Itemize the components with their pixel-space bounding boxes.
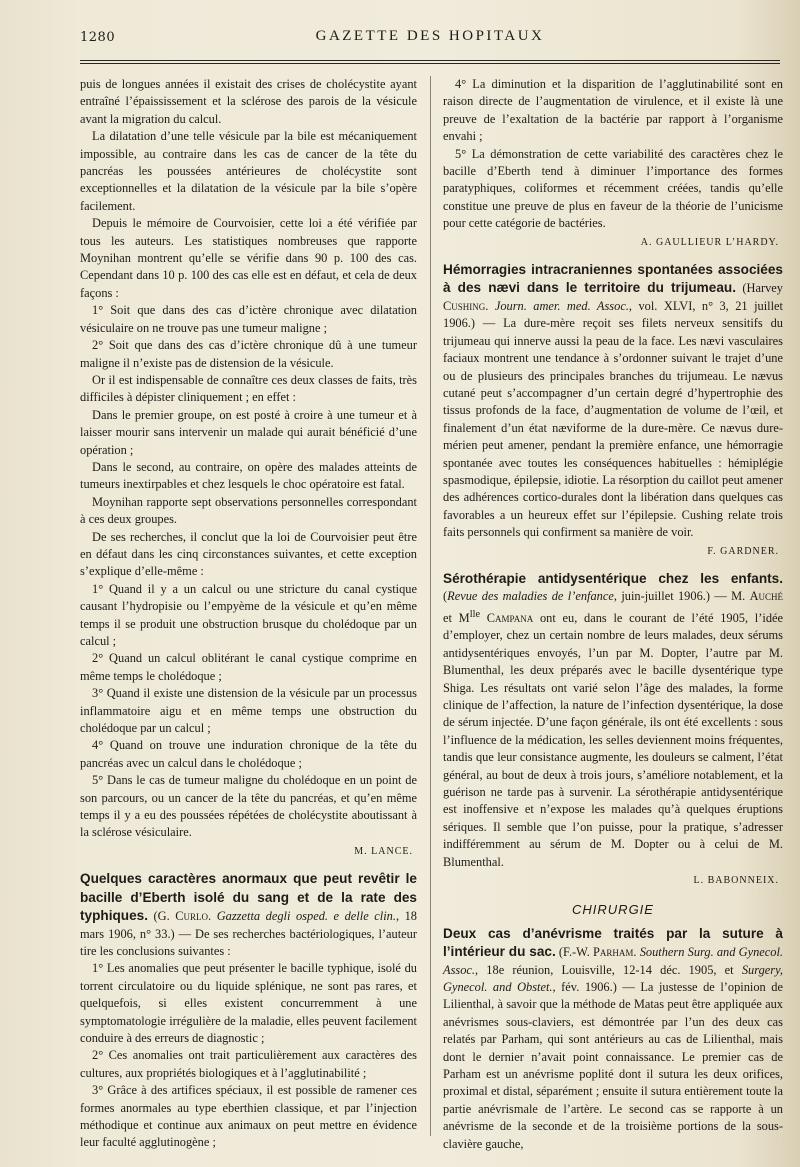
journal-title: GAZETTE DES HOPITAUX	[315, 28, 545, 44]
author-signature: A. GAULLIEUR L’HARDY.	[640, 236, 779, 248]
page-header	[80, 26, 780, 56]
list-item: 4° Quand on trouve une induration chronique de la tête du pancréas avec un calcul dans le cholédoque ;	[80, 738, 417, 770]
article-ref: .	[208, 909, 217, 924]
list-item: 5° La démonstration de cette variabilité des caractères chez le bacille d’Eberth tend à diminuer l’importance des formes paratyphiques, coliformes et récemment créées, tandis qu’elle constitue une preuve de plus en faveur de la théorie de l’unicisme pour cette catégorie de bactéries.	[443, 146, 783, 231]
article-header	[443, 925, 783, 1153]
header-rule	[80, 60, 780, 64]
mlle-superscript: lle	[469, 608, 481, 620]
paragraph: Moynihan rapporte sept observations personnelles correspondant à ces deux groupes.	[80, 494, 417, 527]
article-ref: (G.	[147, 909, 176, 924]
author-signature: F. GARDNER.	[707, 545, 779, 557]
article-header	[443, 261, 783, 542]
paragraph: Dans le second, au contraire, on opère des malades atteints de tumeurs inextirpables et chez lesquels le choc opératoire est fatal.	[80, 459, 417, 492]
article-title: Deux cas d’anévrisme traités par la suture à l’intérieur du sac.	[443, 925, 783, 960]
article-author: Auché	[749, 589, 784, 604]
article-title: Quelques caractères anormaux que peut revêtir le bacille d’Eberth isolé du sang et de la rate des typhiques.	[80, 871, 417, 924]
list-item: 3° Grâce à des artifices spéciaux, il est possible de ramener ces formes anormales au type eberthien classique, et par l’injection méthodique et continue aux animaux on peut mettre en évidence leur faculté agglutinogène ;	[80, 1083, 417, 1150]
paragraph: puis de longues années il existait des crises de cholécystite ayant entraîné l’épaississement et la sclérose des parois de la vésicule avant la migration du calcul.	[80, 77, 417, 126]
article-author: Curlo	[175, 909, 209, 924]
article-author: Campana	[480, 610, 534, 625]
article-body: , fév. 1906.) — La justesse de l’opinion de Lilienthal, à savoir que la méthode de Matas peut être appliquée aux anévrismes sous-claviers, est démontrée par l’un des deux cas relatés par Parham, qui sont antérieurs au cas de Lilienthal, mais dont le dernier n’avait point connaissance. Le premier cas de Parham est un anévrisme poplité dont il sutura les deux orifices, proximal et distal, séparément ; ensuite il sutura entièrement toute la partie anévrismale de l’artère. Le second cas se rapporte à un anévrisme de la seconde et de la troisième portions de la sous-clavière gauche,	[443, 980, 784, 1151]
article-ref: .	[633, 945, 640, 960]
paragraph: Dans le premier groupe, on est posté à croire à une tumeur et à laisser mourir sans intervenir un malade qui aurait bénéficié d’une opération ;	[80, 407, 417, 457]
article-title: Sérothérapie antidysentérique chez les enfants.	[443, 570, 783, 586]
article-ref: , 18e réunion, Louisville, 12-14 déc. 1905, et	[475, 962, 742, 977]
article-ref: , juin-juillet 1906.) — M.	[613, 589, 750, 604]
article-journal: Surgery, Gynecol. and Obstet.	[443, 962, 783, 995]
article-body: ont eu, dans le courant de l’été 1905, l’idée d’employer, chez un certain nombre de leurs malades, deux sérums antidysentériques envoyés, l’un par M. Dopter, l’autre par M. Blumenthal, les deux préparés avec le bacille dysentérique type Shiga. Les résultats ont varié selon l’âge des malades, la forme clinique de l’affection, la nature de l’infection dysentérique, la dose de sérum injectée. D’une façon générale, ils ont été excellents : sous l’influence de la médication, les selles deviennent moins fréquentes, tandis que leur consistance augmente, les douleurs se calment, l’état général, au bout de deux à trois jours, s’améliore notablement, et la guérison ne tarde pas à survenir. La sérothérapie antidysentérique est inoffensive et n’expose les malades qu’à quelques éruptions sériques. Il semble que l’on puisse, pour la pratique, s’adresser indifféremment au sérum de M. Dopter ou à celui de M. Blumenthal.	[443, 610, 784, 869]
list-item: 1° Quand il y a un calcul ou une stricture du canal cystique causant l’hydropisie ou l’empyème de la vésicule et qu’en même temps il se produit une obstruction brusque du cholédoque par un calcul ;	[80, 581, 417, 648]
list-item: 3° Quand il existe une distension de la vésicule par un processus inflammatoire aigu et en même temps une obstruction du cholédoque par un calcul ;	[80, 686, 417, 736]
list-item: 2° Quand un calcul oblitérant le canal cystique comprime en même temps le cholédoque ;	[80, 651, 417, 683]
list-item: 4° La diminution et la disparition de l’agglutinabilité sont en raison directe de l’augmentation de virulence, et il existe là une preuve de l’exaltation de la bactérie par rapport à l’organisme envahi ;	[443, 77, 783, 144]
list-item: 1° Les anomalies que peut présenter le bacille typhique, isolé du torrent circulatoire ou du liquide splénique, ne sont pas rares, et quelquefois, si elles existent concurremment à une symptomatologie irrégulière de la maladie, elles peuvent facilement conduire à des erreurs de diagnostic ;	[80, 961, 417, 1045]
section-heading: CHIRURGIE	[572, 902, 654, 918]
article-journal: Journ. amer. med. Assoc.	[494, 298, 629, 313]
article-journal: Revue des maladies de l’enfance	[447, 589, 614, 604]
article-ref: .	[485, 298, 495, 313]
author-signature: M. LANCE.	[354, 845, 413, 857]
article-ref: et M	[443, 610, 470, 625]
article-body: , vol. XLVI, n° 3, 21 juillet 1906.) — La dure-mère reçoit ses filets nerveux sensitifs du trijumeau qui innerve aussi la peau de la face. Les nævi vasculaires faciaux montrent une tendance à s’ordonner suivant le trajet d’une ou de plusieurs des principales branches du trijumeau. Le nævus cutané peut s’accompagner d’un certain degré d’hypertrophie des tissus profonds de la face, d’augmentation de volume de l’œil, et finalement d’un état næviforme de la dure-mère. Ce nævus dure-mérien peut amener, pendant la première enfance, une hémorragie spontanée avec toutes les conséquences habituelles : hémiplégie spasmodique, épilepsie, idiotie. La résorption du caillot peut amener des adhérences cortico-durales dont la libération dans quelques cas favorables a un heureux effet sur l’épilepsie. Cushing relate trois faits personnels qui confirment sa manière de voir.	[443, 298, 783, 540]
column-divider	[430, 76, 431, 1136]
paragraph: Depuis le mémoire de Courvoisier, cette loi a été vérifiée par tous les auteurs. Les statistiques nombreuses que rapporte Moynihan montrent qu’elle se vérifie dans 90 p. 100 des cas. Cependant dans 10 p. 100 des cas elle est en défaut, et cela de deux façons :	[80, 216, 417, 300]
article-author: Parham	[593, 945, 634, 960]
paragraph: La dilatation d’une telle vésicule par la bile est mécaniquement impossible, au contraire dans les cas de cancer de la tête du pancréas les poussées antérieures de cholécystite sont exceptionnelles et la dilatation de la vésicule par la bile s’opère facilement.	[80, 129, 417, 213]
article-ref: (F.-W.	[555, 945, 594, 960]
author-signature: L. BABONNEIX.	[693, 875, 779, 886]
paragraph: De ses recherches, il conclut que la loi de Courvoisier peut être en défaut dans les cinq circonstances suivantes, et cette exception s’explique d’elle-même :	[80, 529, 417, 579]
article-header	[80, 870, 417, 960]
list-item: 1° Soit que dans des cas d’ictère chronique avec dilatation vésiculaire on ne trouve pas une tumeur maligne ;	[80, 303, 417, 335]
list-item: 2° Soit que dans des cas d’ictère chronique dû à une tumeur maligne il n’existe pas de distension de la vésicule.	[80, 338, 417, 370]
article-ref: , 18 mars 1906, n° 33.) — De ses recherches bactériologiques, l’auteur tire les conclusions suivantes :	[80, 909, 417, 958]
article-header	[443, 570, 783, 871]
page-number: 1280	[80, 30, 116, 45]
article-ref: (Harvey	[735, 281, 783, 296]
article-journal: Gazzetta degli osped. e delle clin.	[216, 909, 396, 924]
right-column	[443, 76, 783, 1153]
paragraph: Or il est indispensable de connaître ces deux classes de faits, très difficiles à dépister cliniquement ; en effet :	[80, 372, 417, 405]
article-journal: Southern Surg. and Gynecol. Assoc.	[443, 945, 783, 977]
article-title: Hémorragies intracraniennes spontanées associées à des nævi dans le territoire du trijumeau.	[443, 262, 783, 296]
list-item: 5° Dans le cas de tumeur maligne du cholédoque en un point de son parcours, ou un cancer de la tête du pancréas, et qu’en même temps il y a eu des poussées répétées de cholécystite aboutissant à la sclérose vésiculaire.	[80, 773, 417, 840]
left-column	[80, 76, 417, 1152]
article-author: Cushing	[443, 298, 486, 313]
article-ref: (	[443, 589, 448, 604]
list-item: 2° Ces anomalies ont trait particulièrement aux caractères des cultures, aux propriétés biologiques et à l’agglutinabilité ;	[80, 1048, 417, 1080]
